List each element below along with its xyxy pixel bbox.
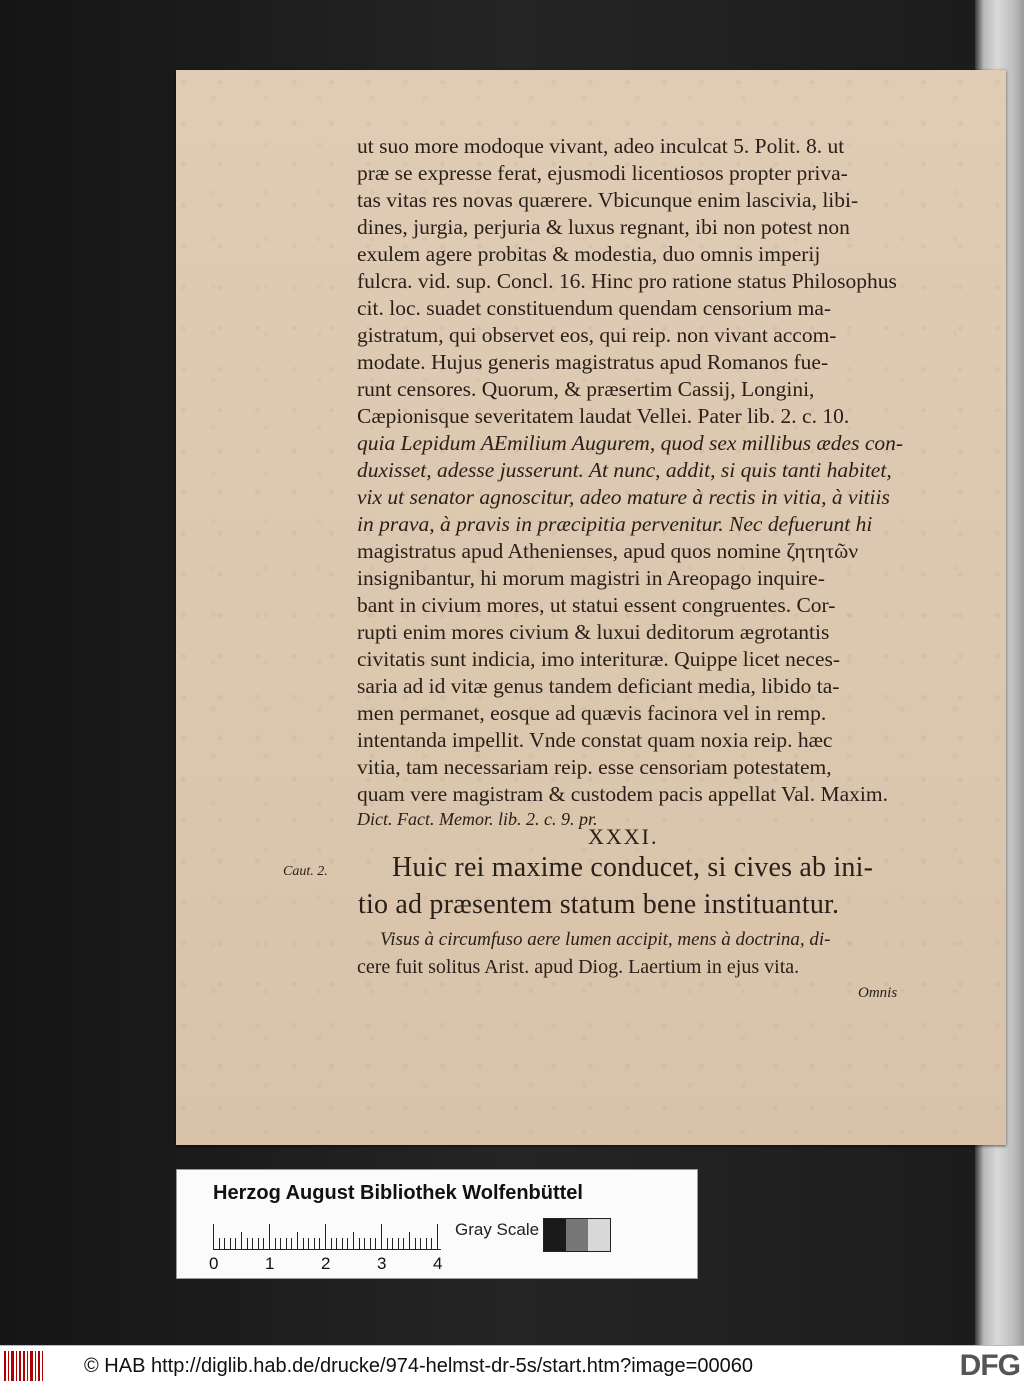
ruler-tick: [409, 1232, 410, 1250]
footer-bar: [0, 1345, 1024, 1386]
text-line: insignibantur, hi morum magistri in Areopago inquire-: [357, 566, 825, 590]
ruler-tick: [431, 1238, 432, 1250]
barcode-stripe: [27, 1351, 28, 1381]
barcode-stripe: [35, 1351, 36, 1381]
ruler-tick: [308, 1238, 309, 1250]
ruler-number: 3: [377, 1254, 387, 1273]
ruler-tick: [303, 1238, 304, 1250]
ruler-tick: [426, 1238, 427, 1250]
text-line: fulcra. vid. sup. Concl. 16. Hinc pro ratione status Philosophus: [357, 269, 897, 293]
ruler-tick: [269, 1224, 270, 1250]
ruler-tick: [275, 1238, 276, 1250]
ruler-tick: [280, 1238, 281, 1250]
ruler-tick: [437, 1224, 438, 1250]
text-line: tas vitas res novas quærere. Vbicunque enim lascivia, libi-: [357, 188, 859, 212]
text-line: civitatis sunt indicia, imo interituræ. Quippe licet neces-: [357, 647, 841, 671]
gray-swatches: [543, 1218, 611, 1252]
ruler-number: 2: [321, 1254, 331, 1273]
ruler-tick: [230, 1238, 231, 1250]
text-line: intentanda impellit. Vnde constat quam noxia reip. hæc: [357, 728, 833, 752]
text-line: modate. Hujus generis magistratus apud Romanos fue-: [357, 350, 829, 374]
ruler-tick: [235, 1238, 236, 1250]
ruler-tick: [375, 1238, 376, 1250]
text-line: saria ad id vitæ genus tandem deficiant media, libido ta-: [357, 674, 840, 698]
barcode-icon: [4, 1351, 46, 1381]
text-line: quia Lepidum AEmilium Augurem, quod sex millibus ædes con-: [357, 431, 904, 455]
barcode-stripe: [4, 1351, 6, 1381]
ruler-number: 1: [265, 1254, 275, 1273]
text-line: rupti enim mores civium & luxui deditorum ægrotantis: [357, 620, 830, 644]
text-line: Cæpionisque severitatem laudat Vellei. Pater lib. 2. c. 10.: [357, 404, 850, 428]
text-line: duxisset, adesse jusserunt. At nunc, addit, si quis tanti habitet,: [357, 458, 892, 482]
ruler-tick: [403, 1238, 404, 1250]
text-line: in prava, à pravis in præcipitia pervenitur. Nec defuerunt hi: [357, 512, 873, 536]
ruler-tick: [420, 1238, 421, 1250]
ruler-tick: [224, 1238, 225, 1250]
text-line: vix ut senator agnoscitur, adeo mature à rectis in vitia, à vitiis: [357, 485, 890, 509]
ruler-tick: [347, 1238, 348, 1250]
ruler-tick: [241, 1232, 242, 1250]
text-line: Dict. Fact. Memor. lib. 2. c. 9. pr.: [357, 809, 598, 829]
margin-note: Caut. 2.: [283, 864, 328, 879]
source-url[interactable]: © HAB http://diglib.hab.de/drucke/974-helmst-dr-5s/start.htm?image=00060: [84, 1354, 753, 1377]
text-line: vitia, tam necessariam reip. esse censoriam potestatem,: [357, 755, 832, 779]
ruler-tick: [342, 1238, 343, 1250]
barcode-stripe: [11, 1351, 14, 1381]
gray-swatch: [566, 1219, 588, 1251]
thesis-line: tio ad præsentem statum bene instituantur.: [358, 889, 840, 920]
text-line: bant in civium mores, ut statui essent congruentes. Cor-: [357, 593, 836, 617]
ruler-tick: [297, 1232, 298, 1250]
text-line: gistratum, qui observet eos, qui reip. non vivant accom-: [357, 323, 837, 347]
text-line: ut suo more modoque vivant, adeo inculcat 5. Polit. 8. ut: [357, 134, 845, 158]
ruler-tick: [314, 1238, 315, 1250]
ruler-tick: [415, 1238, 416, 1250]
text-line: Visus à circumfuso aere lumen accipit, mens à doctrina, di-: [380, 929, 831, 950]
ruler-tick: [331, 1238, 332, 1250]
library-name: Herzog August Bibliothek Wolfenbüttel: [213, 1182, 583, 1204]
barcode-stripe: [38, 1351, 40, 1381]
barcode-stripe: [16, 1351, 17, 1381]
text-line: magistratus apud Athenienses, apud quos nomine ζητητῶν: [357, 539, 859, 563]
ruler-tick: [325, 1224, 326, 1250]
ruler-tick: [319, 1238, 320, 1250]
color-scale-card: [176, 1169, 698, 1279]
barcode-stripe: [8, 1351, 9, 1381]
gray-swatch: [588, 1219, 610, 1251]
ruler-tick: [381, 1224, 382, 1250]
ruler-tick: [291, 1238, 292, 1250]
barcode-stripe: [30, 1351, 33, 1381]
ruler-tick: [398, 1238, 399, 1250]
ruler-tick: [258, 1238, 259, 1250]
thesis-line: Huic rei maxime conducet, si cives ab ini-: [392, 852, 874, 883]
text-line: cit. loc. suadet constituendum quendam censorium ma-: [357, 296, 832, 320]
ruler-tick: [392, 1238, 393, 1250]
barcode-stripe: [42, 1351, 43, 1381]
dfg-logo: DFG: [959, 1349, 1020, 1382]
text-line: men permanet, eosque ad quævis facinora vel in remp.: [357, 701, 827, 725]
text-line: runt censores. Quorum, & præsertim Cassij, Longini,: [357, 377, 815, 401]
text-line: exulem agere probitas & modestia, duo omnis imperij: [357, 242, 821, 266]
text-line: cere fuit solitus Arist. apud Diog. Laertium in ejus vita.: [357, 956, 800, 978]
text-line: dines, jurgia, perjuria & luxus regnant, ibi non potest non: [357, 215, 850, 239]
ruler-number: 0: [209, 1254, 219, 1273]
gray-swatch: [544, 1219, 566, 1251]
ruler-tick: [387, 1238, 388, 1250]
section-heading: XXXI.: [588, 824, 659, 849]
ruler-number: 4: [433, 1254, 443, 1273]
catchword: Omnis: [858, 985, 898, 1001]
ruler-tick: [364, 1238, 365, 1250]
ruler-tick: [252, 1238, 253, 1250]
ruler-tick: [370, 1238, 371, 1250]
text-line: quam vere magistram & custodem pacis appellat Val. Maxim.: [357, 782, 888, 806]
ruler-tick: [263, 1238, 264, 1250]
ruler-tick: [359, 1238, 360, 1250]
barcode-stripe: [23, 1351, 25, 1381]
text-line: præ se expresse ferat, ejusmodi licentiosos propter priva-: [357, 161, 848, 185]
ruler-tick: [213, 1224, 214, 1250]
ruler-tick: [286, 1238, 287, 1250]
gray-scale-label: Gray Scale: [455, 1220, 540, 1239]
ruler-tick: [336, 1238, 337, 1250]
ruler-tick: [353, 1232, 354, 1250]
barcode-stripe: [19, 1351, 21, 1381]
ruler: [213, 1220, 443, 1250]
ruler-tick: [219, 1238, 220, 1250]
ruler-tick: [247, 1238, 248, 1250]
